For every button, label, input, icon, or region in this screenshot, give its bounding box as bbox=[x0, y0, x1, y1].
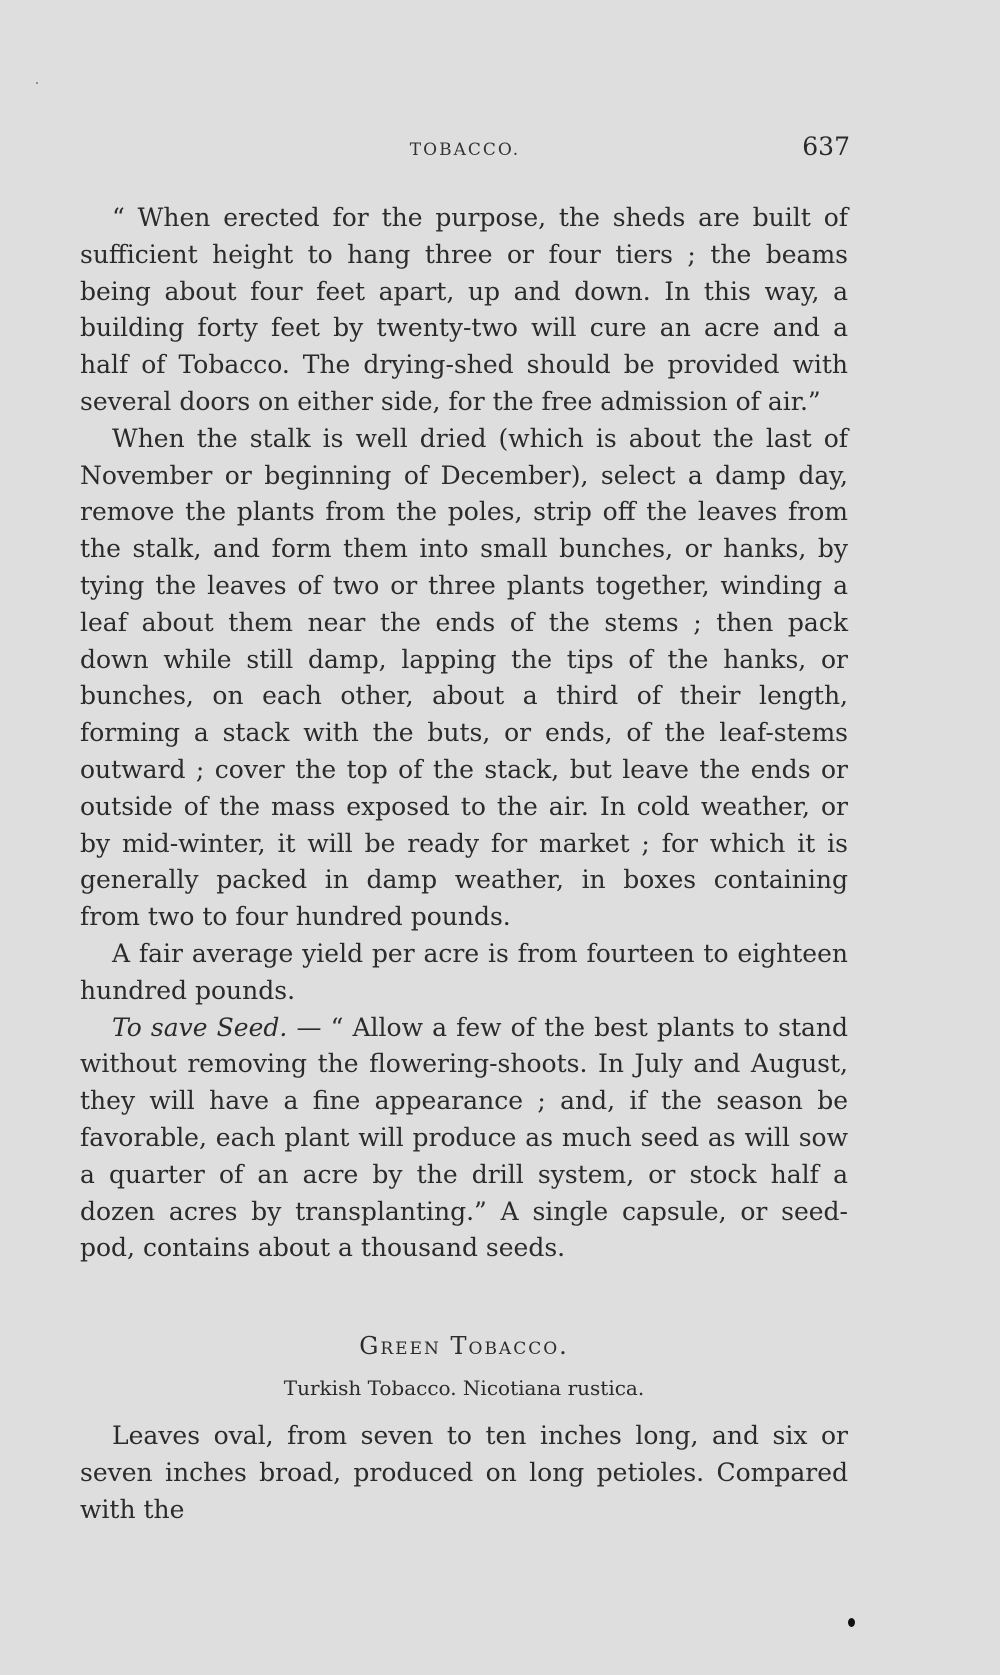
section-heading bbox=[80, 1332, 848, 1400]
paragraph-seed bbox=[80, 1010, 848, 1268]
section-title: Green Tobacco. bbox=[359, 1332, 569, 1360]
seed-label: To save Seed. bbox=[112, 1012, 288, 1042]
paragraph-green-tobacco: Leaves oval, from seven to ten inches long, and six or seven inches broad, produced on long petioles. Compared with the bbox=[80, 1421, 848, 1524]
ink-speck bbox=[848, 1618, 855, 1627]
section-subtitle: Turkish Tobacco. Nicotiana rustica. bbox=[283, 1376, 645, 1400]
body-text bbox=[80, 200, 848, 1267]
paragraph-sheds: “ When erected for the purpose, the sheds are built of sufficient height to hang three or four tiers ; the beams being about four feet apart, up and down. In this way, a building forty feet by twenty-two will cure an acre and a half of Tobacco. The drying-shed should be provided with several doors on either side, for the free admission of air.” bbox=[80, 203, 848, 416]
paragraph-yield: A fair average yield per acre is from fourteen to eighteen hundred pounds. bbox=[80, 938, 848, 1005]
section-body bbox=[80, 1418, 848, 1528]
paragraph-curing: When the stalk is well dried (which is about the last of November or beginning of December), select a damp day, remove the plants from the poles, strip off the leaves from the stalk, and form them into small bunches, or hanks, by tying the leaves of two or three plants together, winding a leaf about them near the ends of the stems ; then pack down while still damp, lapping the tips of the hanks, or bunches, on each other, about a third of their length, forming a stack with the buts, or ends, of the leaf-stems outward ; cover the top of the stack, but leave the ends or outside of the mass exposed to the air. In cold weather, or by mid-winter, it will be ready for market ; for which it is generally packed in damp weather, in boxes containing from two to four hundred pounds. bbox=[80, 423, 848, 932]
paper-speck bbox=[36, 82, 38, 84]
page-header bbox=[80, 132, 850, 172]
page-number: 637 bbox=[802, 132, 850, 161]
running-head: TOBACCO. bbox=[409, 140, 521, 160]
seed-text: — “ Allow a few of the best plants to stand without removing the flowering-shoots. In July and August, they will have a fine appearance ; and, if the season be favorable, each plant will produce as much seed as will sow a quarter of an acre by the drill system, or stock half a dozen acres by transplanting.” A single capsule, or seed-pod, contains about a thousand seeds. bbox=[80, 1012, 849, 1263]
